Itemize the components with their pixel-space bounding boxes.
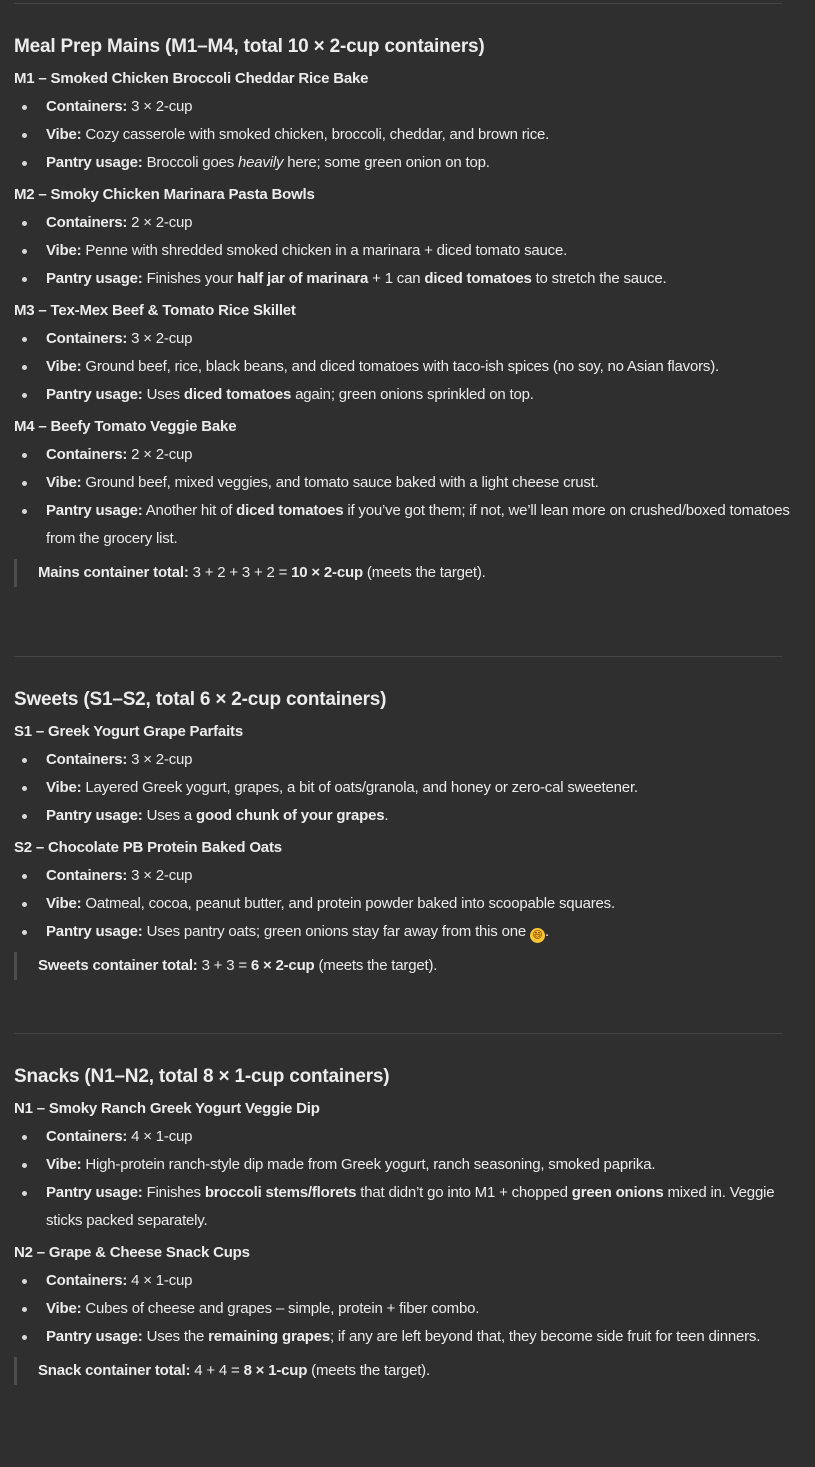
mains-total-callout: Mains container total: 3 + 2 + 3 + 2 = 10 × 2-cup (meets the target). [14,559,794,587]
list-item: Pantry usage: Finishes your half jar of marinara + 1 can diced tomatoes to stretch the sauce. [14,265,794,293]
divider [14,656,782,657]
m3-list [14,325,794,409]
m4-title: M4 – Beefy Tomato Veggie Bake [14,418,237,435]
m2-list [14,209,794,293]
snacks-heading: Snacks (N1–N2, total 8 × 1-cup containers) [14,1066,390,1087]
n2-list [14,1267,794,1351]
sweets-heading: Sweets (S1–S2, total 6 × 2-cup containers) [14,689,387,710]
n1-title: N1 – Smoky Ranch Greek Yogurt Veggie Dip [14,1100,320,1117]
grinning-face-icon: 😄 [530,928,545,943]
s1-list [14,746,794,830]
m1-title: M1 – Smoked Chicken Broccoli Cheddar Rice Bake [14,70,369,87]
list-item: Vibe: Oatmeal, cocoa, peanut butter, and protein powder baked into scoopable squares. [14,890,794,918]
list-item: Containers: 3 × 2-cup [14,862,794,890]
list-item: Vibe: Ground beef, mixed veggies, and tomato sauce baked with a light cheese crust. [14,469,794,497]
list-item: Pantry usage: Uses a good chunk of your grapes. [14,802,794,830]
list-item: Containers: 3 × 2-cup [14,93,794,121]
list-item: Containers: 4 × 1-cup [14,1267,794,1295]
list-item: Pantry usage: Uses the remaining grapes; if any are left beyond that, they become side fruit for teen dinners. [14,1323,794,1351]
sweets-section [14,686,794,980]
divider [14,3,782,4]
list-item: Vibe: Cozy casserole with smoked chicken, broccoli, cheddar, and brown rice. [14,121,794,149]
sweets-total-callout: Sweets container total: 3 + 3 = 6 × 2-cup (meets the target). [14,952,794,980]
list-item: Vibe: Layered Greek yogurt, grapes, a bit of oats/granola, and honey or zero-cal sweetener. [14,774,794,802]
s2-list [14,862,794,946]
m2-title: M2 – Smoky Chicken Marinara Pasta Bowls [14,186,315,203]
list-item: Containers: 3 × 2-cup [14,325,794,353]
n2-title: N2 – Grape & Cheese Snack Cups [14,1244,250,1261]
list-item: Containers: 4 × 1-cup [14,1123,794,1151]
s1-title: S1 – Greek Yogurt Grape Parfaits [14,723,243,740]
list-item: Pantry usage: Uses pantry oats; green onions stay far away from this one 😄 . [14,918,794,946]
m1-list [14,93,794,177]
list-item: Vibe: Ground beef, rice, black beans, and diced tomatoes with taco-ish spices (no soy, no Asian flavors). [14,353,794,381]
mains-heading: Meal Prep Mains (M1–M4, total 10 × 2-cup containers) [14,36,485,57]
list-item: Pantry usage: Another hit of diced tomatoes if you’ve got them; if not, we’ll lean more on crushed/boxed tomatoes from the grocery list. [14,497,794,553]
list-item: Containers: 2 × 2-cup [14,209,794,237]
list-item: Pantry usage: Broccoli goes heavily here; some green onion on top. [14,149,794,177]
mains-section [14,33,794,587]
divider [14,1033,782,1034]
list-item: Pantry usage: Finishes broccoli stems/florets that didn’t go into M1 + chopped green onions mixed in. Veggie sticks packed separately. [14,1179,794,1235]
list-item: Pantry usage: Uses diced tomatoes again; green onions sprinkled on top. [14,381,794,409]
snacks-total-callout: Snack container total: 4 + 4 = 8 × 1-cup (meets the target). [14,1357,794,1385]
list-item: Vibe: High-protein ranch-style dip made from Greek yogurt, ranch seasoning, smoked paprika. [14,1151,794,1179]
snacks-section [14,1063,794,1385]
list-item: Vibe: Cubes of cheese and grapes – simple, protein + fiber combo. [14,1295,794,1323]
list-item: Containers: 3 × 2-cup [14,746,794,774]
list-item: Containers: 2 × 2-cup [14,441,794,469]
n1-list [14,1123,794,1235]
s2-title: S2 – Chocolate PB Protein Baked Oats [14,839,282,856]
list-item: Vibe: Penne with shredded smoked chicken in a marinara + diced tomato sauce. [14,237,794,265]
m4-list [14,441,794,553]
m3-title: M3 – Tex-Mex Beef & Tomato Rice Skillet [14,302,296,319]
